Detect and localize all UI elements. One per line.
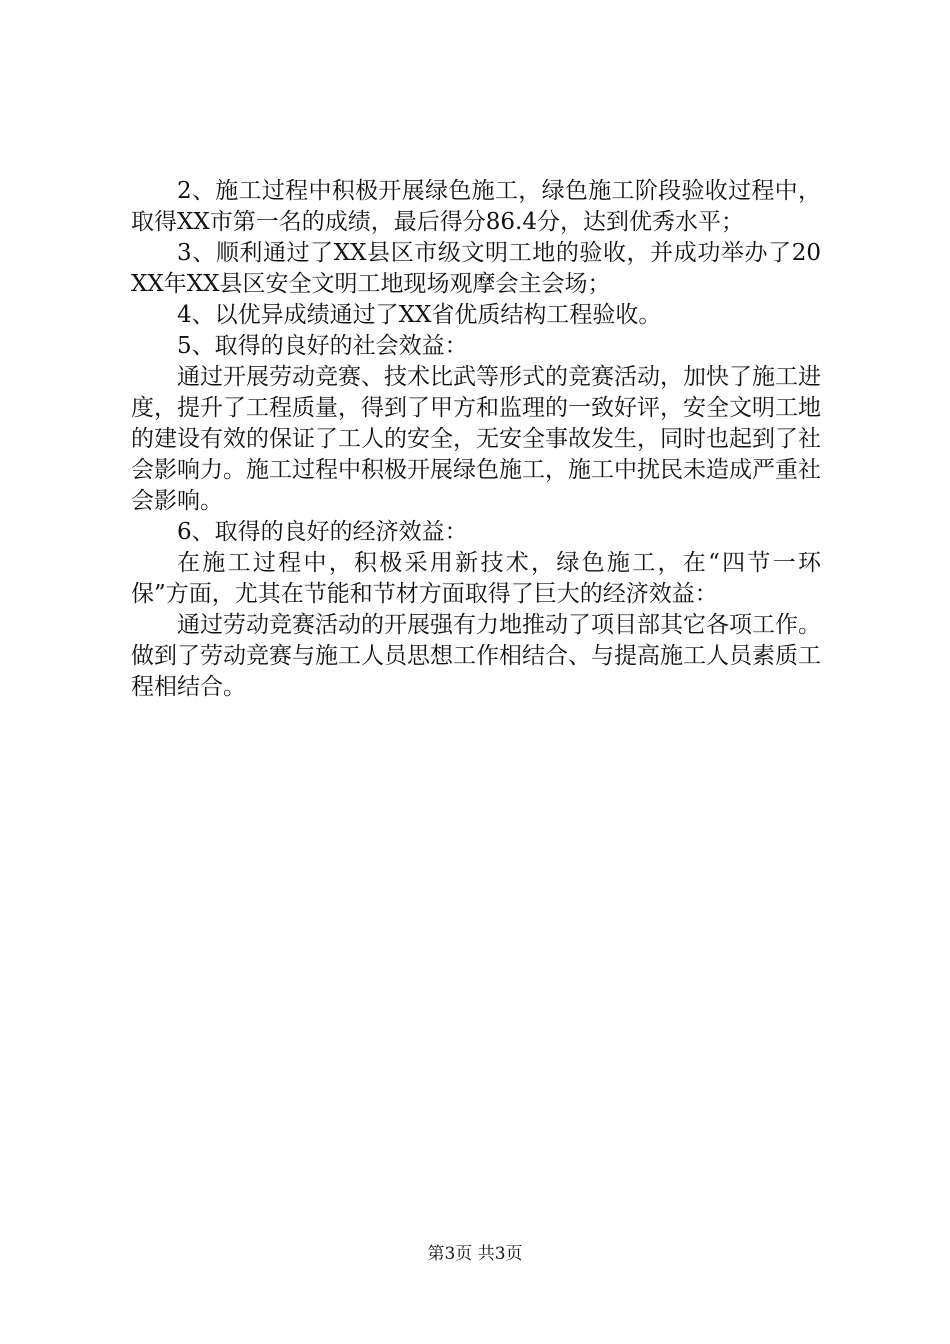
paragraph-economic-benefit-body: 在施工过程中，积极采用新技术，绿色施工，在“四节一环保”方面，尤其在节能和节材方面取得了巨大的经济效益： xyxy=(131,550,821,607)
paragraph-item-2: 2、施工过程中积极开展绿色施工，绿色施工阶段验收过程中，取得XX市第一名的成绩，最后得分86.4分，达到优秀水平； xyxy=(131,178,821,235)
paragraph-conclusion: 通过劳动竞赛活动的开展强有力地推动了项目部其它各项工作。做到了劳动竞赛与施工人员思想工作相结合、与提高施工人员素质工程相结合。 xyxy=(131,612,821,700)
document-body xyxy=(131,176,821,703)
paragraph-heading-social-benefit: 5、取得的良好的社会效益： xyxy=(177,333,468,359)
paragraph-social-benefit-body: 通过开展劳动竞赛、技术比武等形式的竞赛活动，加快了施工进度，提升了工程质量，得到了甲方和监理的一致好评，安全文明工地的建设有效的保证了工人的安全，无安全事故发生，同时也起到了社会影响力。施工过程中积极开展绿色施工，施工中扰民未造成严重社会影响。 xyxy=(131,364,821,514)
page-number-footer: 第3页 共3页 xyxy=(427,1244,523,1264)
paragraph-item-4: 4、以优异成绩通过了XX省优质结构工程验收。 xyxy=(177,302,662,328)
paragraph-heading-economic-benefit: 6、取得的良好的经济效益： xyxy=(177,519,468,545)
paragraph-item-3: 3、顺利通过了XX县区市级文明工地的验收，并成功举办了20XX年XX县区安全文明工地现场观摩会主会场； xyxy=(131,240,821,297)
